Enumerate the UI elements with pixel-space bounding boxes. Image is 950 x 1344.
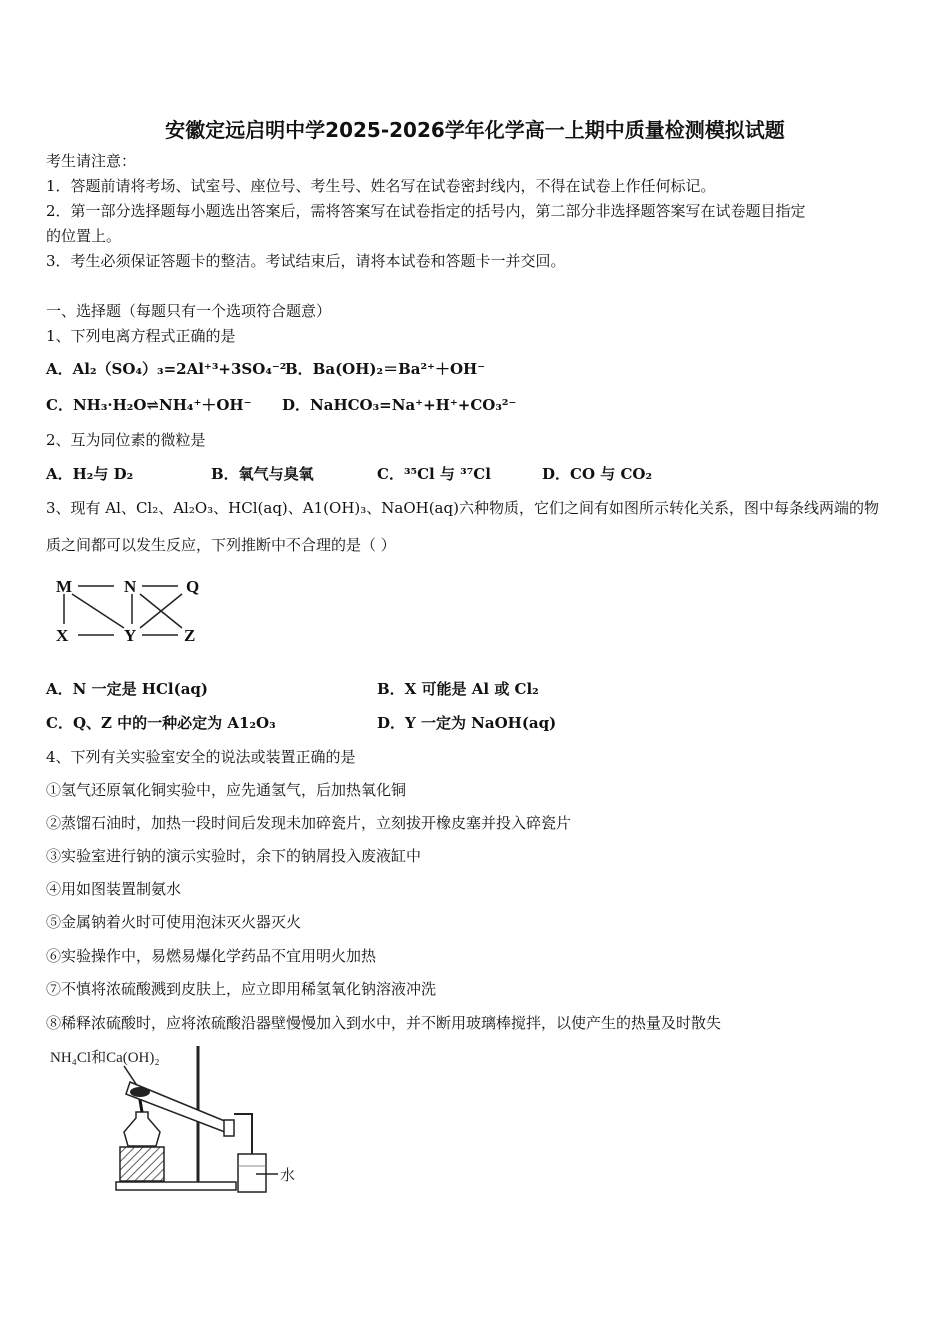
node-x: X [56,626,69,645]
node-n: N [124,577,137,596]
q4-item: ⑥实验操作中，易燃易爆化学药品不宜用明火加热 [46,947,377,965]
notice-item: 2．第一部分选择题每小题选出答案后，需将答案写在试卷指定的括号内，第二部分非选择题答案写在试卷题目指定 [46,202,806,220]
node-y: Y [124,626,137,645]
q1-option-a: A．Al₂（SO₄）₃=2Al⁺³+3SO₄⁻² [46,360,287,378]
section-heading: 一、选择题（每题只有一个选项符合题意） [46,302,332,320]
q4-stem: 4、下列有关实验室安全的说法或装置正确的是 [46,748,356,766]
q3-option-b: B．X 可能是 Al 或 Cl₂ [377,680,539,698]
q3-stem: 3、现有 Al、Cl₂、Al₂O₃、HCl(aq)、A1(OH)₃、NaOH(aq)六种物质，它们之间有如图所示转化关系，图中每条线两端的物 [46,499,879,517]
q2-option-d: D．CO 与 CO₂ [542,465,653,483]
q4-item: ⑧稀释浓硫酸时，应将浓硫酸沿器壁慢慢加入到水中，并不断用玻璃棒搅拌，以使产生的热量及时散失 [46,1014,722,1032]
q1-option-d: D．NaHCO₃=Na⁺+H⁺+CO₃²⁻ [282,396,517,414]
q3-option-d: D．Y 一定为 NaOH(aq) [377,714,557,732]
water-label: 水 [280,1168,296,1184]
q4-item: ④用如图装置制氨水 [46,880,182,898]
q3-option-c: C．Q、Z 中的一种必定为 A1₂O₃ [46,714,276,732]
page-title: 安徽定远启明中学2025-2026学年化学高一上期中质量检测模拟试题 [165,118,785,142]
q1-option-b: B．Ba(OH)₂＝Ba²⁺＋OH⁻ [285,360,486,378]
q4-item: ①氢气还原氧化铜实验中，应先通氢气，后加热氧化铜 [46,781,407,799]
node-q: Q [186,577,200,596]
q4-item: ⑤金属钠着火时可使用泡沫灭火器灭火 [46,913,302,931]
q3-relation-diagram [50,572,210,647]
notice-heading: 考生请注意： [46,152,137,170]
q4-item: ⑦不慎将浓硫酸溅到皮肤上，应立即用稀氢氧化钠溶液冲洗 [46,980,437,998]
reagent-label: NH₄Cl和Ca(OH)₂ [50,1050,160,1066]
notice-item: 的位置上。 [46,227,122,245]
q3-option-a: A．N 一定是 HCl(aq) [46,680,209,698]
q2-option-b: B．氧气与臭氧 [211,465,314,483]
node-m: M [56,577,73,596]
q1-option-c: C．NH₃·H₂O⇌NH₄⁺＋OH⁻ [46,396,252,414]
q4-item: ③实验室进行钠的演示实验时，余下的钠屑投入废液缸中 [46,847,422,865]
q4-item: ②蒸馏石油时，加热一段时间后发现未加碎瓷片，立刻拔开橡皮塞并投入碎瓷片 [46,814,572,832]
q2-option-c: C．³⁵Cl 与 ³⁷Cl [377,465,491,483]
q1-stem: 1、下列电离方程式正确的是 [46,327,236,345]
ammonia-apparatus-figure [44,1042,314,1202]
notice-item: 3．考生必须保证答题卡的整洁。考试结束后，请将本试卷和答题卡一并交回。 [46,252,566,270]
q2-option-a: A．H₂与 D₂ [46,465,134,483]
q2-stem: 2、互为同位素的微粒是 [46,431,206,449]
notice-item: 1．答题前请将考场、试室号、座位号、考生号、姓名写在试卷密封线内，不得在试卷上作任何标记。 [46,177,716,195]
node-z: Z [184,626,196,645]
q3-stem: 质之间都可以发生反应，下列推断中不合理的是（ ） [46,536,396,554]
